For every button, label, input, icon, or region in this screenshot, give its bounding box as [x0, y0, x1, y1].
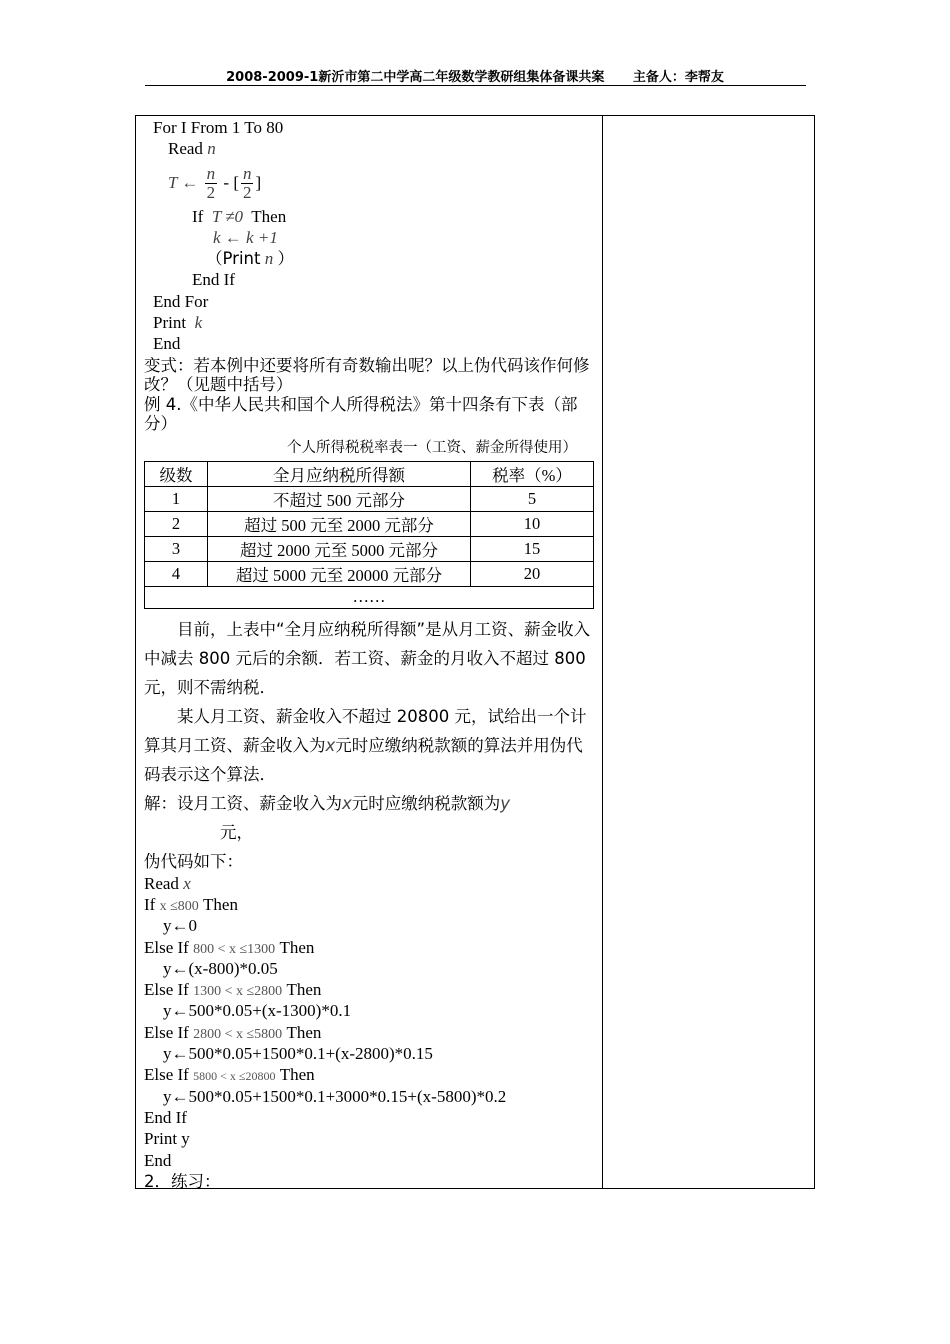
table-cell: 4	[145, 561, 208, 586]
table-cell: 10	[471, 511, 594, 536]
assign-line: y←500*0.05+1500*0.1+3000*0.15+(x-5800)*0.2	[163, 1086, 507, 1106]
table-cell: 5	[471, 486, 594, 511]
t-formula: T ← $\frac{n}{2}$ - [ $\frac{n}{2}$ ]	[168, 164, 262, 203]
end-line: End	[144, 1150, 172, 1170]
practice-heading: 2．练习：	[144, 1171, 221, 1191]
header-author: 主备人：李帮友	[632, 70, 724, 85]
table-cell: 15	[471, 536, 594, 561]
variant-text: 变式：若本例中还要将所有奇数输出呢？以上伪代码该作何修改？（见题中括号）	[144, 355, 590, 394]
table-row	[145, 561, 594, 586]
example-4-text: 例 4.《中华人民共和国个人所得税法》第十四条有下表（部分）	[144, 394, 578, 433]
pseudo-label: 伪代码如下：	[144, 851, 243, 871]
print-k-line: Print k	[153, 313, 203, 333]
table-row	[145, 536, 594, 561]
tax-rate-table	[144, 461, 594, 609]
table-header-cell: 税率（%）	[471, 461, 594, 486]
read-x-line: Read x	[144, 873, 191, 893]
table-cell: 1	[145, 486, 208, 511]
table-row	[145, 486, 594, 511]
end-for-line: End For	[153, 291, 209, 311]
pseudocode-block-2	[144, 873, 596, 1171]
paragraph-task: 某人月工资、薪金收入不超过 20800 元，试给出一个计算其月工资、薪金收入为x元时应缴纳税款额的算法并用伪代码表示这个算法．	[144, 706, 587, 784]
table-cell: 3	[145, 536, 208, 561]
paragraph-deduction: 目前，上表中“全月应纳税所得额”是从月工资、薪金收入中减去 800 元后的余额．若工资、薪金的月收入不超过 800 元，则不需纳税．	[144, 619, 591, 697]
table-cell: 2	[145, 511, 208, 536]
table-cell: 超过 2000 元至 5000 元部分	[208, 536, 471, 561]
assign-line: y←500*0.05+(x-1300)*0.1	[163, 1001, 352, 1021]
table-cell: 超过 500 元至 2000 元部分	[208, 511, 471, 536]
header-title: 2008-2009-1新沂市第二中学高二年级数学教研组集体备课共案	[226, 70, 605, 85]
pseudocode-block-1	[144, 117, 596, 355]
main-column	[144, 117, 596, 1192]
fraction-n-over-2: $\frac{n}{2}$	[206, 164, 216, 203]
table-cell: 不超过 500 元部分	[208, 486, 471, 511]
print-y-line: Print y	[144, 1129, 190, 1149]
table-header-cell: 全月应纳税所得额	[208, 461, 471, 486]
fraction-n-over-2-floor: $\frac{n}{2}$	[242, 164, 252, 203]
table-header-row	[145, 461, 594, 486]
page-header	[145, 66, 805, 85]
endif-line: End If	[144, 1107, 187, 1127]
assign-line: y←500*0.05+1500*0.1+(x-2800)*0.15	[163, 1044, 433, 1064]
header-rule	[145, 85, 806, 86]
table-row	[145, 586, 594, 608]
if-line: If T ≠0 Then	[192, 206, 287, 226]
table-row	[145, 511, 594, 536]
end-if-line: End If	[192, 270, 235, 290]
elseif-line: Else If 5800 < x ≤20800 Then	[144, 1065, 315, 1085]
end-line: End	[153, 334, 181, 354]
elseif-line: Else If 2800 < x ≤5800 Then	[144, 1022, 322, 1042]
read-line: Read n	[168, 139, 216, 159]
if-line: If x ≤800 Then	[144, 894, 238, 914]
solution-text: 解：设月工资、薪金收入为x元时应缴纳税款额为y 元，	[144, 793, 511, 842]
table-header-cell: 级数	[145, 461, 208, 486]
table-cell: 超过 5000 元至 20000 元部分	[208, 561, 471, 586]
table-caption: 个人所得税税率表一（工资、薪金所得使用）	[287, 439, 577, 456]
assign-line: y←0	[163, 916, 197, 936]
elseif-line: Else If 1300 < x ≤2800 Then	[144, 980, 322, 1000]
k-increment-line: k ← k +1	[213, 227, 278, 247]
table-ellipsis: ……	[145, 586, 594, 608]
column-divider	[602, 115, 603, 1189]
assign-line: y←(x-800)*0.05	[163, 958, 278, 978]
table-cell: 20	[471, 561, 594, 586]
elseif-line: Else If 800 < x ≤1300 Then	[144, 937, 315, 957]
for-line: For I From 1 To 80	[153, 118, 284, 137]
print-n-line: （Print n ）	[206, 249, 294, 269]
